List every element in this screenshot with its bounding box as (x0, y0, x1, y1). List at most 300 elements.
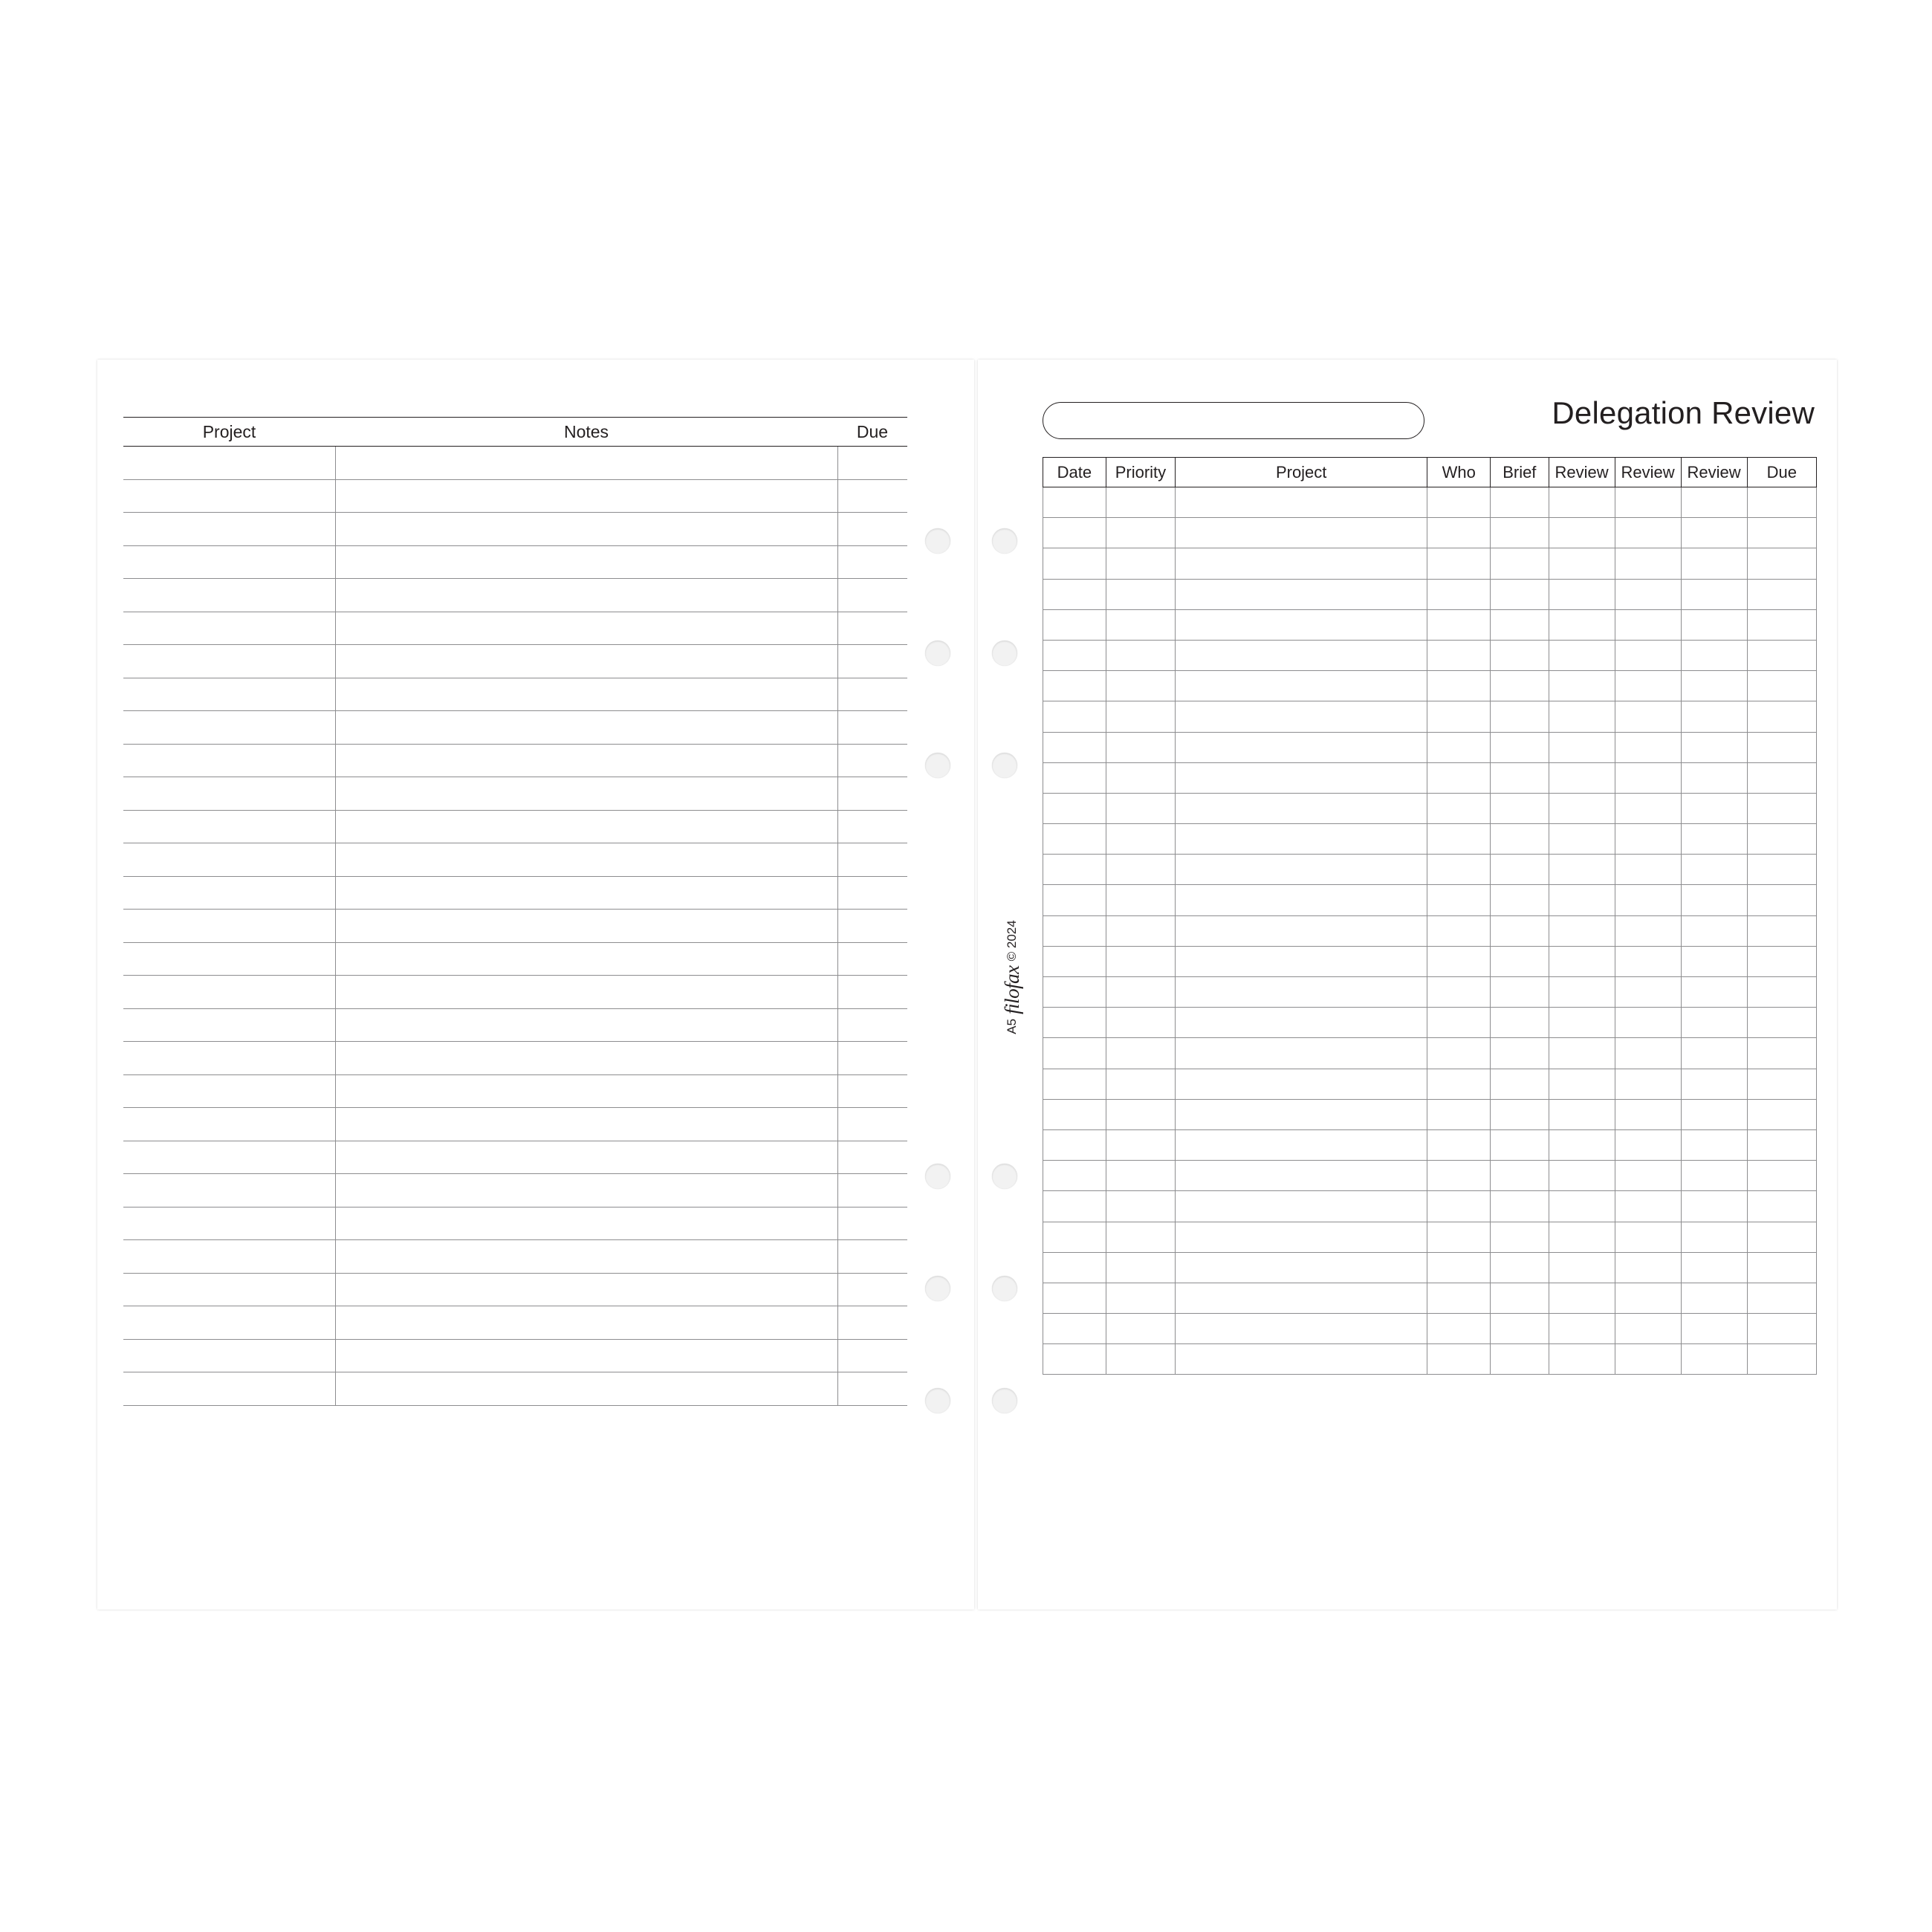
cell-review-1[interactable] (1549, 1314, 1615, 1344)
cell-review-2[interactable] (1615, 579, 1681, 609)
cell-review-3[interactable] (1681, 1314, 1747, 1344)
cell-date[interactable] (1043, 1314, 1106, 1344)
cell-notes[interactable] (335, 1174, 837, 1208)
cell-due[interactable] (1747, 1069, 1816, 1099)
cell-brief[interactable] (1491, 1161, 1549, 1191)
cell-project[interactable] (1176, 1191, 1427, 1222)
cell-due[interactable] (1747, 793, 1816, 823)
cell-project[interactable] (1176, 671, 1427, 701)
cell-project[interactable] (123, 1008, 335, 1042)
table-row[interactable] (123, 545, 907, 579)
cell-project[interactable] (1176, 640, 1427, 670)
cell-who[interactable] (1427, 732, 1491, 762)
cell-priority[interactable] (1106, 1252, 1175, 1283)
cell-brief[interactable] (1491, 1283, 1549, 1313)
table-row[interactable] (1043, 1191, 1817, 1222)
cell-who[interactable] (1427, 977, 1491, 1008)
cell-due[interactable] (837, 612, 907, 645)
cell-review-3[interactable] (1681, 855, 1747, 885)
cell-review-1[interactable] (1549, 1283, 1615, 1313)
cell-review-3[interactable] (1681, 609, 1747, 640)
cell-brief[interactable] (1491, 1252, 1549, 1283)
cell-review-1[interactable] (1549, 640, 1615, 670)
cell-review-3[interactable] (1681, 1038, 1747, 1069)
cell-review-3[interactable] (1681, 1252, 1747, 1283)
cell-due[interactable] (837, 678, 907, 711)
table-row[interactable] (123, 678, 907, 711)
cell-due[interactable] (1747, 701, 1816, 732)
cell-project[interactable] (1176, 579, 1427, 609)
table-row[interactable] (1043, 548, 1817, 579)
cell-review-1[interactable] (1549, 609, 1615, 640)
cell-review-1[interactable] (1549, 487, 1615, 518)
cell-notes[interactable] (335, 1273, 837, 1306)
cell-project[interactable] (123, 579, 335, 612)
cell-date[interactable] (1043, 824, 1106, 855)
cell-brief[interactable] (1491, 1099, 1549, 1129)
cell-due[interactable] (1747, 1191, 1816, 1222)
cell-due[interactable] (837, 711, 907, 745)
cell-who[interactable] (1427, 640, 1491, 670)
table-row[interactable] (123, 1008, 907, 1042)
cell-review-2[interactable] (1615, 793, 1681, 823)
cell-project[interactable] (123, 1372, 335, 1406)
cell-review-1[interactable] (1549, 1191, 1615, 1222)
cell-brief[interactable] (1491, 1314, 1549, 1344)
cell-notes[interactable] (335, 1008, 837, 1042)
cell-review-2[interactable] (1615, 701, 1681, 732)
cell-who[interactable] (1427, 487, 1491, 518)
cell-date[interactable] (1043, 1344, 1106, 1375)
tab-label-field[interactable] (1043, 402, 1424, 439)
cell-notes[interactable] (335, 976, 837, 1009)
cell-brief[interactable] (1491, 1191, 1549, 1222)
cell-review-2[interactable] (1615, 671, 1681, 701)
cell-review-2[interactable] (1615, 548, 1681, 579)
cell-brief[interactable] (1491, 732, 1549, 762)
cell-project[interactable] (1176, 946, 1427, 976)
cell-who[interactable] (1427, 1283, 1491, 1313)
cell-review-2[interactable] (1615, 1191, 1681, 1222)
cell-review-3[interactable] (1681, 579, 1747, 609)
cell-review-2[interactable] (1615, 1252, 1681, 1283)
table-row[interactable] (123, 1372, 907, 1406)
cell-notes[interactable] (335, 1141, 837, 1174)
cell-priority[interactable] (1106, 1191, 1175, 1222)
cell-project[interactable] (123, 645, 335, 678)
table-row[interactable] (1043, 701, 1817, 732)
cell-who[interactable] (1427, 855, 1491, 885)
cell-brief[interactable] (1491, 1069, 1549, 1099)
cell-review-1[interactable] (1549, 1252, 1615, 1283)
cell-review-1[interactable] (1549, 946, 1615, 976)
cell-date[interactable] (1043, 732, 1106, 762)
cell-review-3[interactable] (1681, 977, 1747, 1008)
cell-due[interactable] (837, 579, 907, 612)
cell-due[interactable] (837, 777, 907, 811)
table-row[interactable] (1043, 732, 1817, 762)
cell-date[interactable] (1043, 855, 1106, 885)
cell-due[interactable] (837, 1207, 907, 1240)
cell-project[interactable] (123, 1174, 335, 1208)
cell-review-2[interactable] (1615, 1069, 1681, 1099)
cell-review-3[interactable] (1681, 824, 1747, 855)
cell-review-2[interactable] (1615, 1222, 1681, 1252)
cell-priority[interactable] (1106, 548, 1175, 579)
cell-notes[interactable] (335, 612, 837, 645)
cell-notes[interactable] (335, 942, 837, 976)
table-row[interactable] (123, 910, 907, 943)
cell-review-1[interactable] (1549, 1129, 1615, 1160)
cell-due[interactable] (1747, 1314, 1816, 1344)
cell-review-2[interactable] (1615, 1129, 1681, 1160)
cell-priority[interactable] (1106, 1344, 1175, 1375)
cell-priority[interactable] (1106, 1283, 1175, 1313)
cell-review-3[interactable] (1681, 487, 1747, 518)
table-row[interactable] (123, 612, 907, 645)
cell-brief[interactable] (1491, 487, 1549, 518)
cell-review-2[interactable] (1615, 487, 1681, 518)
table-row[interactable] (1043, 518, 1817, 548)
cell-review-2[interactable] (1615, 762, 1681, 793)
cell-notes[interactable] (335, 1372, 837, 1406)
cell-brief[interactable] (1491, 548, 1549, 579)
cell-project[interactable] (1176, 1283, 1427, 1313)
cell-due[interactable] (1747, 1008, 1816, 1038)
cell-review-1[interactable] (1549, 548, 1615, 579)
table-row[interactable] (123, 447, 907, 480)
cell-who[interactable] (1427, 548, 1491, 579)
table-row[interactable] (123, 976, 907, 1009)
cell-due[interactable] (1747, 762, 1816, 793)
cell-project[interactable] (123, 1273, 335, 1306)
cell-due[interactable] (837, 1141, 907, 1174)
cell-review-2[interactable] (1615, 977, 1681, 1008)
cell-brief[interactable] (1491, 1344, 1549, 1375)
table-row[interactable] (1043, 793, 1817, 823)
cell-notes[interactable] (335, 843, 837, 877)
cell-date[interactable] (1043, 487, 1106, 518)
table-row[interactable] (1043, 1314, 1817, 1344)
cell-due[interactable] (1747, 1038, 1816, 1069)
cell-who[interactable] (1427, 824, 1491, 855)
table-row[interactable] (1043, 487, 1817, 518)
cell-due[interactable] (1747, 1161, 1816, 1191)
cell-priority[interactable] (1106, 1069, 1175, 1099)
cell-who[interactable] (1427, 1314, 1491, 1344)
cell-priority[interactable] (1106, 1222, 1175, 1252)
cell-project[interactable] (1176, 1069, 1427, 1099)
cell-due[interactable] (1747, 1252, 1816, 1283)
table-row[interactable] (123, 1273, 907, 1306)
cell-project[interactable] (1176, 1099, 1427, 1129)
cell-project[interactable] (123, 1042, 335, 1075)
cell-date[interactable] (1043, 1161, 1106, 1191)
table-row[interactable] (1043, 977, 1817, 1008)
cell-project[interactable] (1176, 977, 1427, 1008)
cell-notes[interactable] (335, 910, 837, 943)
cell-priority[interactable] (1106, 762, 1175, 793)
table-row[interactable] (123, 1042, 907, 1075)
cell-review-1[interactable] (1549, 977, 1615, 1008)
cell-project[interactable] (123, 513, 335, 546)
cell-date[interactable] (1043, 579, 1106, 609)
cell-due[interactable] (1747, 487, 1816, 518)
cell-review-2[interactable] (1615, 609, 1681, 640)
cell-who[interactable] (1427, 946, 1491, 976)
cell-date[interactable] (1043, 548, 1106, 579)
cell-due[interactable] (1747, 518, 1816, 548)
cell-review-3[interactable] (1681, 946, 1747, 976)
cell-due[interactable] (837, 1008, 907, 1042)
cell-project[interactable] (1176, 1252, 1427, 1283)
cell-due[interactable] (837, 1273, 907, 1306)
cell-notes[interactable] (335, 1108, 837, 1141)
cell-due[interactable] (1747, 885, 1816, 915)
cell-due[interactable] (837, 810, 907, 843)
cell-due[interactable] (837, 976, 907, 1009)
table-row[interactable] (1043, 1099, 1817, 1129)
cell-review-1[interactable] (1549, 1099, 1615, 1129)
cell-priority[interactable] (1106, 885, 1175, 915)
cell-brief[interactable] (1491, 885, 1549, 915)
cell-notes[interactable] (335, 1074, 837, 1108)
cell-due[interactable] (1747, 548, 1816, 579)
cell-notes[interactable] (335, 711, 837, 745)
cell-project[interactable] (123, 843, 335, 877)
cell-priority[interactable] (1106, 1008, 1175, 1038)
cell-due[interactable] (837, 1042, 907, 1075)
cell-notes[interactable] (335, 876, 837, 910)
table-row[interactable] (1043, 1283, 1817, 1313)
cell-project[interactable] (1176, 548, 1427, 579)
cell-date[interactable] (1043, 640, 1106, 670)
cell-due[interactable] (1747, 609, 1816, 640)
cell-project[interactable] (1176, 915, 1427, 946)
cell-due[interactable] (1747, 946, 1816, 976)
cell-review-2[interactable] (1615, 1008, 1681, 1038)
table-row[interactable] (123, 579, 907, 612)
cell-due[interactable] (837, 876, 907, 910)
cell-review-2[interactable] (1615, 855, 1681, 885)
cell-priority[interactable] (1106, 579, 1175, 609)
cell-project[interactable] (123, 777, 335, 811)
cell-notes[interactable] (335, 479, 837, 513)
cell-review-3[interactable] (1681, 793, 1747, 823)
cell-due[interactable] (1747, 1129, 1816, 1160)
cell-due[interactable] (837, 744, 907, 777)
cell-project[interactable] (1176, 1222, 1427, 1252)
cell-due[interactable] (1747, 640, 1816, 670)
cell-brief[interactable] (1491, 946, 1549, 976)
cell-date[interactable] (1043, 701, 1106, 732)
cell-project[interactable] (123, 1207, 335, 1240)
cell-review-3[interactable] (1681, 701, 1747, 732)
cell-notes[interactable] (335, 810, 837, 843)
table-row[interactable] (1043, 885, 1817, 915)
cell-brief[interactable] (1491, 701, 1549, 732)
cell-review-3[interactable] (1681, 1283, 1747, 1313)
cell-due[interactable] (1747, 732, 1816, 762)
cell-due[interactable] (1747, 1099, 1816, 1129)
cell-who[interactable] (1427, 579, 1491, 609)
cell-project[interactable] (123, 876, 335, 910)
cell-priority[interactable] (1106, 946, 1175, 976)
cell-project[interactable] (123, 447, 335, 480)
table-row[interactable] (123, 1074, 907, 1108)
cell-project[interactable] (123, 678, 335, 711)
cell-who[interactable] (1427, 1191, 1491, 1222)
cell-review-3[interactable] (1681, 640, 1747, 670)
cell-date[interactable] (1043, 1069, 1106, 1099)
cell-project[interactable] (1176, 701, 1427, 732)
cell-priority[interactable] (1106, 1129, 1175, 1160)
cell-review-2[interactable] (1615, 640, 1681, 670)
cell-brief[interactable] (1491, 640, 1549, 670)
table-row[interactable] (123, 1339, 907, 1372)
cell-review-3[interactable] (1681, 1099, 1747, 1129)
cell-project[interactable] (123, 1240, 335, 1274)
cell-who[interactable] (1427, 671, 1491, 701)
cell-review-1[interactable] (1549, 671, 1615, 701)
cell-review-1[interactable] (1549, 701, 1615, 732)
table-row[interactable] (123, 645, 907, 678)
cell-notes[interactable] (335, 579, 837, 612)
cell-due[interactable] (837, 447, 907, 480)
cell-project[interactable] (123, 942, 335, 976)
cell-due[interactable] (837, 479, 907, 513)
cell-review-2[interactable] (1615, 1161, 1681, 1191)
cell-project[interactable] (1176, 885, 1427, 915)
cell-review-3[interactable] (1681, 1161, 1747, 1191)
cell-date[interactable] (1043, 1129, 1106, 1160)
cell-date[interactable] (1043, 885, 1106, 915)
cell-project[interactable] (1176, 1314, 1427, 1344)
cell-due[interactable] (837, 645, 907, 678)
cell-project[interactable] (123, 479, 335, 513)
cell-review-1[interactable] (1549, 855, 1615, 885)
cell-brief[interactable] (1491, 793, 1549, 823)
cell-priority[interactable] (1106, 915, 1175, 946)
cell-review-2[interactable] (1615, 518, 1681, 548)
table-row[interactable] (1043, 1129, 1817, 1160)
cell-priority[interactable] (1106, 701, 1175, 732)
cell-due[interactable] (1747, 1222, 1816, 1252)
cell-notes[interactable] (335, 1207, 837, 1240)
cell-who[interactable] (1427, 793, 1491, 823)
cell-notes[interactable] (335, 645, 837, 678)
cell-review-3[interactable] (1681, 1222, 1747, 1252)
cell-priority[interactable] (1106, 640, 1175, 670)
table-row[interactable] (1043, 1038, 1817, 1069)
cell-date[interactable] (1043, 671, 1106, 701)
cell-review-2[interactable] (1615, 1314, 1681, 1344)
cell-notes[interactable] (335, 513, 837, 546)
cell-review-2[interactable] (1615, 1283, 1681, 1313)
cell-review-3[interactable] (1681, 915, 1747, 946)
cell-date[interactable] (1043, 1191, 1106, 1222)
cell-brief[interactable] (1491, 855, 1549, 885)
cell-project[interactable] (1176, 487, 1427, 518)
cell-project[interactable] (1176, 1038, 1427, 1069)
cell-review-3[interactable] (1681, 1344, 1747, 1375)
table-row[interactable] (1043, 824, 1817, 855)
cell-date[interactable] (1043, 793, 1106, 823)
cell-who[interactable] (1427, 1161, 1491, 1191)
cell-date[interactable] (1043, 915, 1106, 946)
table-row[interactable] (1043, 1069, 1817, 1099)
cell-date[interactable] (1043, 518, 1106, 548)
cell-who[interactable] (1427, 915, 1491, 946)
cell-review-2[interactable] (1615, 1099, 1681, 1129)
cell-date[interactable] (1043, 1008, 1106, 1038)
cell-review-3[interactable] (1681, 762, 1747, 793)
table-row[interactable] (1043, 855, 1817, 885)
cell-review-1[interactable] (1549, 518, 1615, 548)
cell-date[interactable] (1043, 1038, 1106, 1069)
cell-review-3[interactable] (1681, 1191, 1747, 1222)
cell-due[interactable] (1747, 579, 1816, 609)
table-row[interactable] (1043, 609, 1817, 640)
cell-project[interactable] (1176, 762, 1427, 793)
cell-notes[interactable] (335, 1339, 837, 1372)
table-row[interactable] (123, 843, 907, 877)
cell-who[interactable] (1427, 762, 1491, 793)
cell-brief[interactable] (1491, 915, 1549, 946)
table-row[interactable] (1043, 671, 1817, 701)
cell-review-1[interactable] (1549, 1344, 1615, 1375)
cell-project[interactable] (123, 1339, 335, 1372)
cell-project[interactable] (123, 1141, 335, 1174)
cell-project[interactable] (123, 545, 335, 579)
cell-date[interactable] (1043, 609, 1106, 640)
table-row[interactable] (1043, 1222, 1817, 1252)
cell-brief[interactable] (1491, 1038, 1549, 1069)
cell-due[interactable] (837, 910, 907, 943)
cell-notes[interactable] (335, 545, 837, 579)
cell-due[interactable] (1747, 977, 1816, 1008)
cell-review-3[interactable] (1681, 1069, 1747, 1099)
cell-notes[interactable] (335, 744, 837, 777)
table-row[interactable] (123, 479, 907, 513)
cell-who[interactable] (1427, 1069, 1491, 1099)
cell-project[interactable] (123, 711, 335, 745)
cell-who[interactable] (1427, 885, 1491, 915)
cell-priority[interactable] (1106, 609, 1175, 640)
table-row[interactable] (1043, 640, 1817, 670)
cell-project[interactable] (123, 1074, 335, 1108)
cell-due[interactable] (837, 1306, 907, 1340)
cell-project[interactable] (123, 1306, 335, 1340)
cell-priority[interactable] (1106, 1314, 1175, 1344)
cell-date[interactable] (1043, 1099, 1106, 1129)
cell-brief[interactable] (1491, 1129, 1549, 1160)
cell-notes[interactable] (335, 447, 837, 480)
table-row[interactable] (123, 777, 907, 811)
cell-project[interactable] (1176, 1344, 1427, 1375)
cell-review-1[interactable] (1549, 1038, 1615, 1069)
table-row[interactable] (123, 1141, 907, 1174)
table-row[interactable] (1043, 915, 1817, 946)
cell-due[interactable] (837, 1372, 907, 1406)
cell-project[interactable] (123, 810, 335, 843)
cell-who[interactable] (1427, 1038, 1491, 1069)
cell-brief[interactable] (1491, 579, 1549, 609)
cell-review-3[interactable] (1681, 518, 1747, 548)
cell-review-1[interactable] (1549, 732, 1615, 762)
cell-due[interactable] (837, 1240, 907, 1274)
cell-review-1[interactable] (1549, 579, 1615, 609)
